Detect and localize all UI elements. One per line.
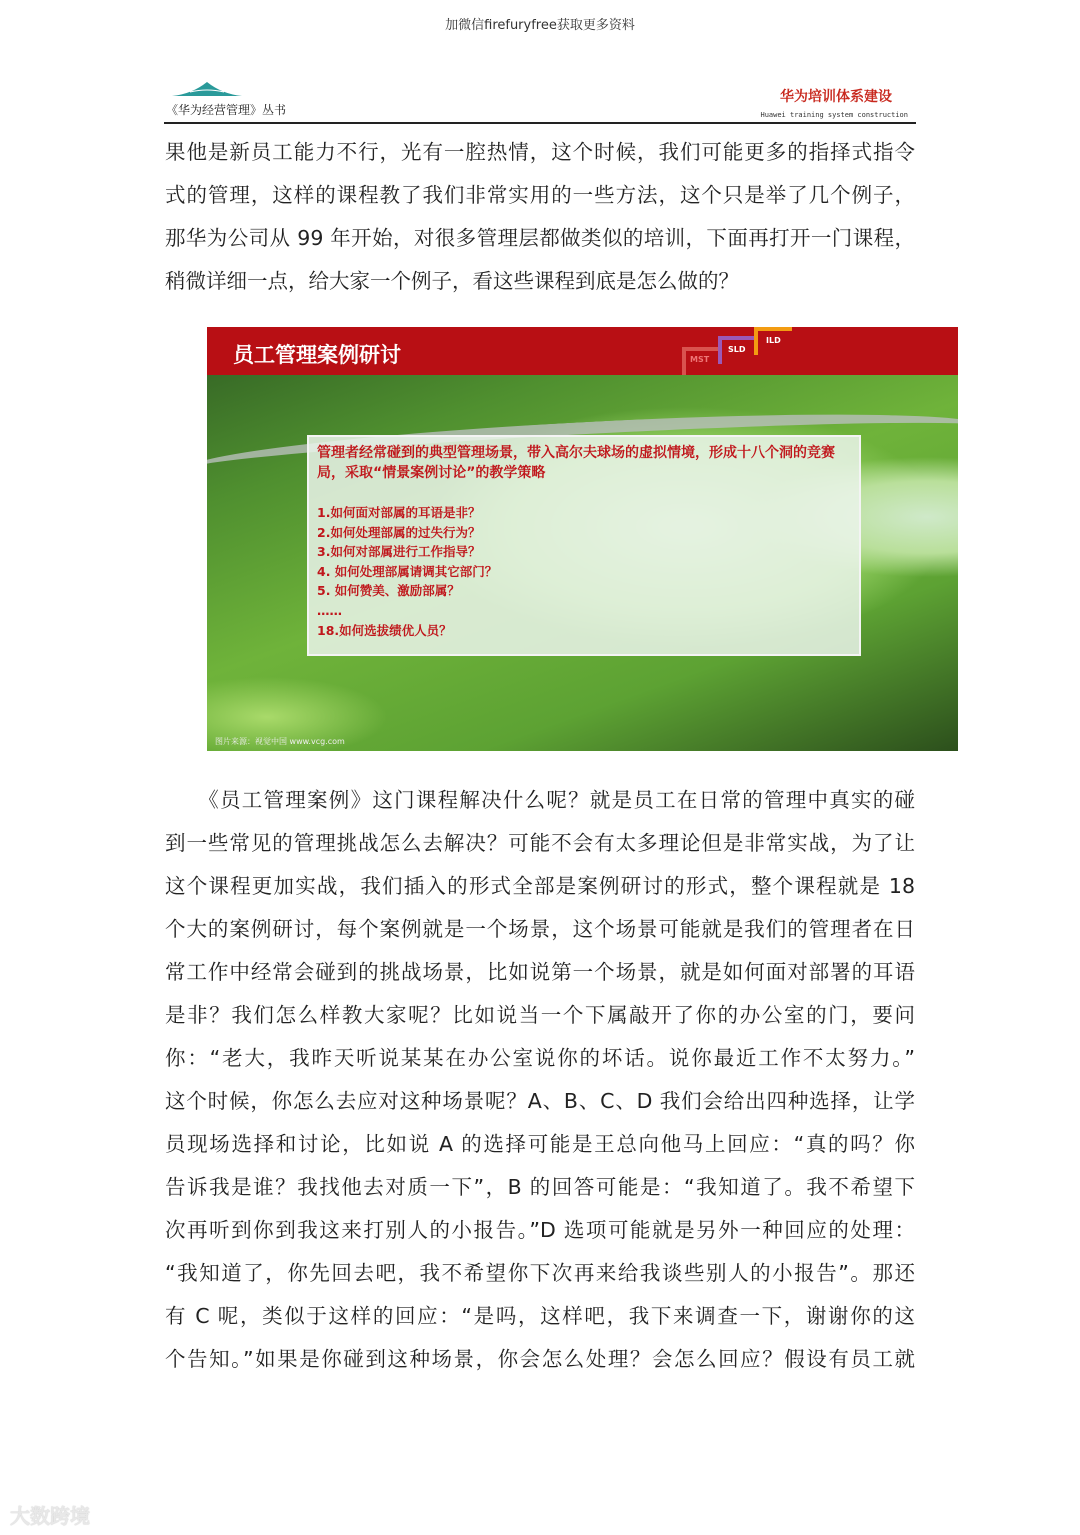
text-line: 告诉我是谁？我找他去对质一下”，B 的回答可能是：“我知道了。我不希望下 [165, 1175, 915, 1199]
step-label: MST [690, 355, 710, 364]
text-line: 这个课程更加实战，我们插入的形式全部是案例研讨的形式，整个课程就是 18 [165, 874, 915, 898]
header-right-subtitle: Huawei training system construction [760, 111, 908, 119]
list-item: 18.如何选拔绩优人员？ [317, 622, 452, 638]
slide-headline: 管理者经常碰到的典型管理场景，带入高尔夫球场的虚拟情境，形成十八个洞的竞赛局，采取“情景案例讨论”的教学策略 [317, 445, 835, 481]
slide-image [207, 327, 958, 751]
step-logo [682, 327, 802, 375]
top-note: 加微信firefuryfree获取更多资料 [445, 18, 635, 33]
header-right-title: 华为培训体系建设 [780, 89, 892, 105]
list-item: …… [317, 602, 342, 618]
text-line: 果他是新员工能力不行，光有一腔热情，这个时候，我们可能更多的指择式指令 [165, 140, 915, 164]
text-line: 你：“老大，我昨天听说某某在办公室说你的坏话。说你最近工作不太努力。” [165, 1046, 915, 1070]
text-line: 稍微详细一点，给大家一个例子，看这些课程到底是怎么做的？ [165, 269, 739, 293]
text-line: 常工作中经常会碰到的挑战场景，比如说第一个场景，就是如何面对部署的耳语 [165, 960, 915, 984]
text-line: 到一些常见的管理挑战怎么去解决？可能不会有太多理论但是非常实战，为了让 [165, 831, 915, 855]
text-line: 式的管理，这样的课程教了我们非常实用的一些方法，这个只是举了几个例子， [165, 183, 915, 207]
list-item: 2.如何处理部属的过失行为？ [317, 524, 481, 540]
header-divider [164, 122, 916, 124]
slide-title: 员工管理案例研讨 [233, 343, 401, 367]
text-line: 这个时候，你怎么去应对这种场景呢？A、B、C、D 我们会给出四种选择，让学 [165, 1089, 915, 1113]
step-label: SLD [728, 345, 746, 354]
text-line: 《员工管理案例》这门课程解决什么呢？就是员工在日常的管理中真实的碰 [165, 788, 915, 812]
paragraph-1 [165, 131, 915, 303]
text-line: 有 C 呢，类似于这样的回应：“是吗，这样吧，我下来调查一下，谢谢你的这 [165, 1304, 915, 1328]
watermark-logo: 大数跨境 [10, 1504, 90, 1528]
text-line: “我知道了，你先回去吧，我不希望你下次再来给我谈些别人的小报告”。那还 [165, 1261, 915, 1285]
slide-list [317, 503, 497, 640]
list-item: 4. 如何处理部属请调其它部门？ [317, 563, 498, 579]
text-line: 是非？我们怎么样教大家呢？比如说当一个下属敲开了你的办公室的门，要问 [165, 1003, 915, 1027]
series-title: 《华为经营管理》丛书 [166, 103, 287, 117]
text-line: 个告知。”如果是你碰到这种场景，你会怎么处理？会怎么回应？假设有员工就 [165, 1347, 915, 1371]
slide-title-bar [207, 327, 958, 375]
list-item: 3.如何对部属进行工作指导？ [317, 544, 481, 560]
text-line: 员现场选择和讨论，比如说 A 的选择可能是王总向他马上回应：“真的吗？你 [165, 1132, 915, 1156]
image-credit: 图片来源：视觉中国 www.vcg.com [215, 737, 345, 746]
slide-content-box [307, 435, 861, 656]
list-item: 1.如何面对部属的耳语是非？ [317, 505, 481, 520]
text-line: 次再听到你到我这来打别人的小报告。”D 选项可能就是另外一种回应的处理： [165, 1218, 915, 1242]
mountain-logo-icon [172, 80, 242, 96]
paragraph-2 [165, 779, 915, 1381]
step-label: ILD [766, 336, 781, 345]
text-line: 个大的案例研讨，每个案例就是一个场景，这个场景可能就是我们的管理者在日 [165, 917, 915, 941]
text-line: 那华为公司从 99 年开始，对很多管理层都做类似的培训，下面再打开一门课程， [165, 226, 915, 250]
list-item: 5. 如何赞美、激励部属？ [317, 583, 460, 599]
